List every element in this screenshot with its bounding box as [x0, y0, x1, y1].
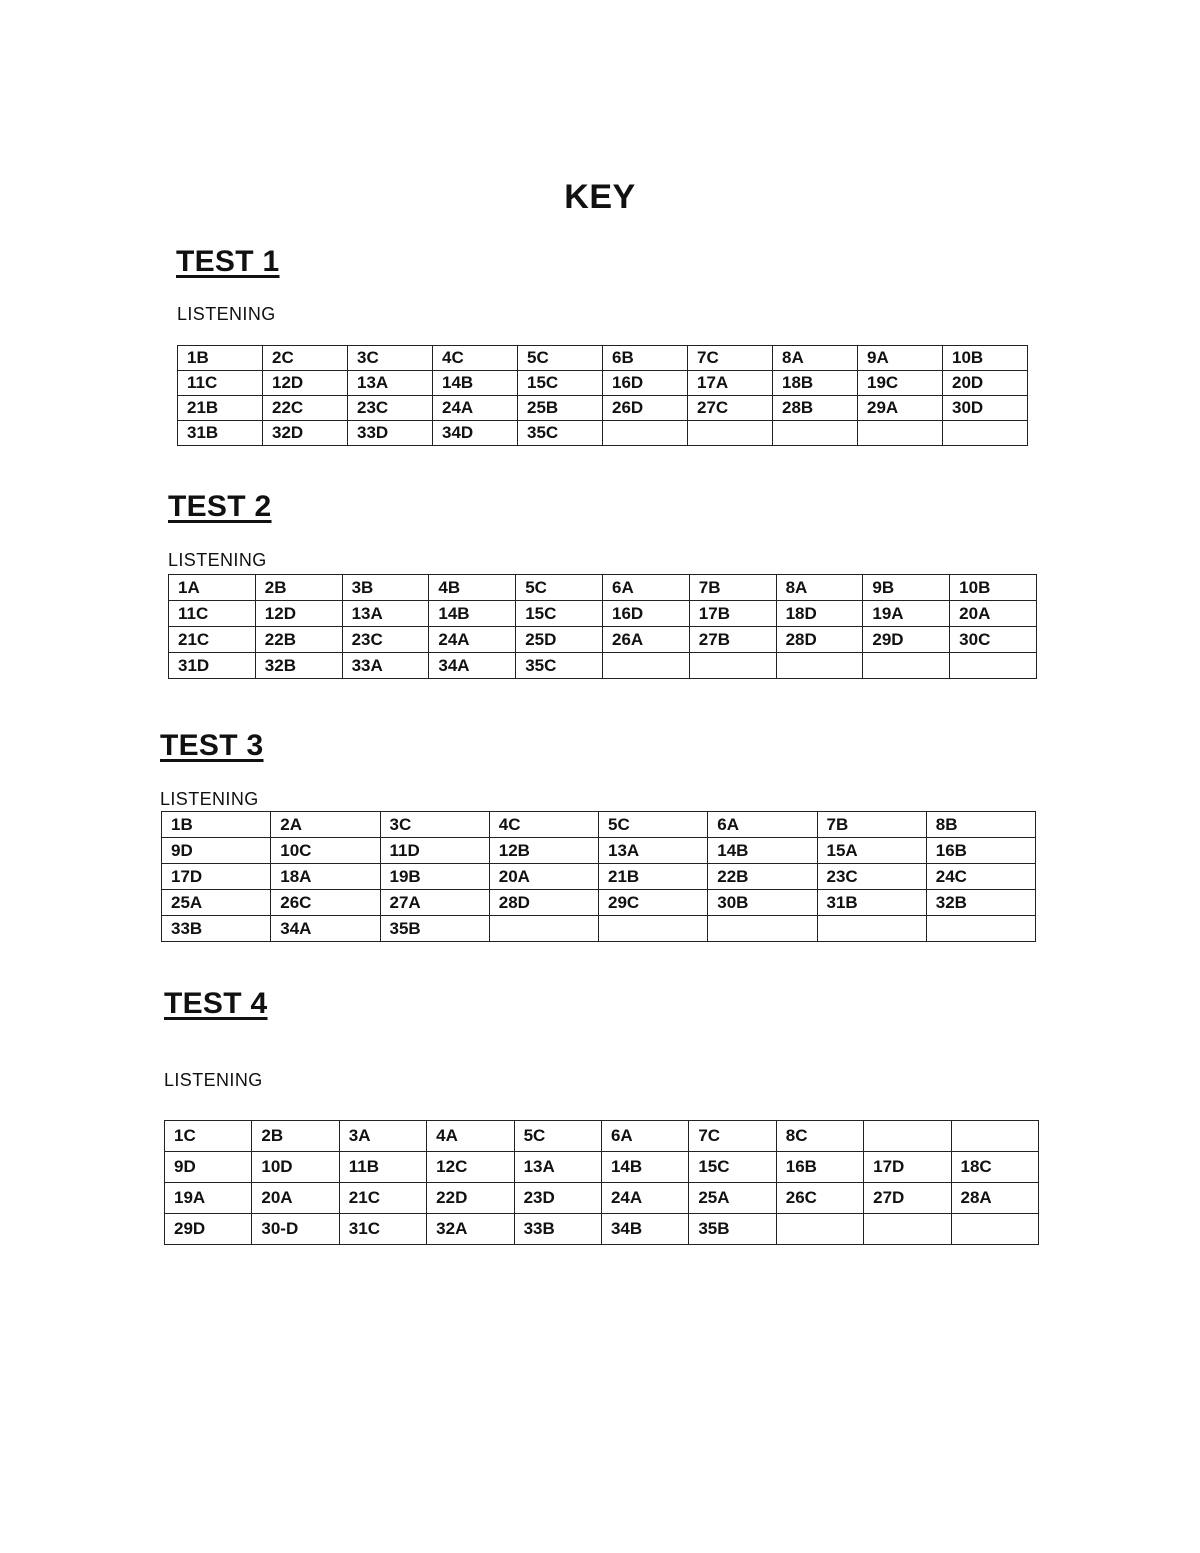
- table-row: [165, 1121, 1039, 1152]
- test-4-section-label: LISTENING: [164, 1070, 263, 1090]
- answer-cell: 32B: [255, 653, 342, 679]
- answer-cell: 24A: [601, 1183, 688, 1214]
- answer-cell: 18D: [776, 601, 863, 627]
- test-3-section-label: LISTENING: [160, 789, 259, 809]
- answer-cell: 25A: [689, 1183, 776, 1214]
- answer-cell: 12D: [255, 601, 342, 627]
- answer-cell: 20A: [489, 864, 598, 890]
- table-row: [169, 575, 1037, 601]
- answer-cell: 4C: [433, 346, 518, 371]
- answer-cell: 11D: [380, 838, 489, 864]
- answer-cell: 26C: [776, 1183, 863, 1214]
- answer-cell: 8A: [773, 346, 858, 371]
- answer-cell: 4C: [489, 812, 598, 838]
- answer-cell: 17D: [162, 864, 271, 890]
- answer-cell: 19A: [863, 601, 950, 627]
- answer-cell: 33D: [348, 421, 433, 446]
- answer-cell: [689, 653, 776, 679]
- answer-cell: 5C: [518, 346, 603, 371]
- answer-cell: 31C: [339, 1214, 426, 1245]
- answer-cell: 23C: [817, 864, 926, 890]
- answer-cell: 21B: [599, 864, 708, 890]
- answer-cell: 29A: [858, 396, 943, 421]
- answer-cell: 8B: [926, 812, 1035, 838]
- answer-cell: 6A: [602, 575, 689, 601]
- table-row: [169, 627, 1037, 653]
- answer-cell: 3C: [380, 812, 489, 838]
- answer-cell: 9D: [162, 838, 271, 864]
- answer-cell: 31B: [817, 890, 926, 916]
- answer-cell: 1B: [178, 346, 263, 371]
- answer-cell: 10C: [271, 838, 380, 864]
- answer-cell: 23D: [514, 1183, 601, 1214]
- answer-cell: 21C: [339, 1183, 426, 1214]
- answer-cell: 33A: [342, 653, 429, 679]
- test-4-heading: TEST 4: [164, 987, 268, 1020]
- answer-cell: 4A: [427, 1121, 514, 1152]
- answer-cell: 9B: [863, 575, 950, 601]
- answer-cell: 32A: [427, 1214, 514, 1245]
- answer-cell: 2B: [252, 1121, 339, 1152]
- answer-cell: 15A: [817, 838, 926, 864]
- answer-cell: 5C: [599, 812, 708, 838]
- answer-cell: 7B: [817, 812, 926, 838]
- test-1-answer-table: [177, 345, 1028, 446]
- table-row: [178, 371, 1028, 396]
- test-2-answer-table: [168, 574, 1037, 679]
- answer-cell: 21C: [169, 627, 256, 653]
- answer-cell: 34A: [429, 653, 516, 679]
- answer-cell: 1B: [162, 812, 271, 838]
- answer-cell: 25B: [518, 396, 603, 421]
- answer-cell: 3B: [342, 575, 429, 601]
- answer-cell: 16B: [776, 1152, 863, 1183]
- answer-cell: 12C: [427, 1152, 514, 1183]
- answer-cell: 8A: [776, 575, 863, 601]
- answer-cell: 7B: [689, 575, 776, 601]
- answer-cell: 5C: [516, 575, 603, 601]
- answer-cell: 29D: [863, 627, 950, 653]
- answer-cell: 15C: [516, 601, 603, 627]
- answer-cell: [599, 916, 708, 942]
- answer-cell: [943, 421, 1028, 446]
- table-row: [165, 1183, 1039, 1214]
- table-row: [162, 838, 1036, 864]
- answer-cell: 17A: [688, 371, 773, 396]
- answer-cell: 17B: [689, 601, 776, 627]
- answer-cell: 4B: [429, 575, 516, 601]
- answer-cell: 35C: [516, 653, 603, 679]
- answer-cell: [926, 916, 1035, 942]
- answer-cell: [776, 653, 863, 679]
- answer-cell: 28A: [951, 1183, 1038, 1214]
- answer-cell: 1A: [169, 575, 256, 601]
- answer-cell: 27C: [688, 396, 773, 421]
- answer-cell: 28B: [773, 396, 858, 421]
- answer-cell: [602, 653, 689, 679]
- answer-cell: 9A: [858, 346, 943, 371]
- answer-cell: 15C: [518, 371, 603, 396]
- answer-cell: [817, 916, 926, 942]
- test-1-section-label: LISTENING: [177, 304, 276, 324]
- table-row: [169, 601, 1037, 627]
- answer-cell: 28D: [776, 627, 863, 653]
- answer-cell: 14B: [433, 371, 518, 396]
- answer-cell: 33B: [162, 916, 271, 942]
- test-2-heading: TEST 2: [168, 490, 272, 523]
- table-row: [162, 812, 1036, 838]
- answer-cell: 34D: [433, 421, 518, 446]
- table-row: [178, 396, 1028, 421]
- test-2-section-label: LISTENING: [168, 550, 267, 570]
- answer-cell: 10B: [950, 575, 1037, 601]
- page-title: KEY: [564, 178, 636, 216]
- answer-cell: 12D: [263, 371, 348, 396]
- table-row: [169, 653, 1037, 679]
- answer-cell: 19B: [380, 864, 489, 890]
- answer-cell: 1C: [165, 1121, 252, 1152]
- table-row: [162, 864, 1036, 890]
- answer-cell: 2A: [271, 812, 380, 838]
- answer-cell: 13A: [599, 838, 708, 864]
- answer-cell: 31D: [169, 653, 256, 679]
- answer-cell: 6B: [603, 346, 688, 371]
- answer-cell: 18C: [951, 1152, 1038, 1183]
- answer-cell: 11C: [178, 371, 263, 396]
- answer-cell: 19A: [165, 1183, 252, 1214]
- test-3-answer-table: [161, 811, 1036, 942]
- answer-cell: 31B: [178, 421, 263, 446]
- answer-cell: 8C: [776, 1121, 863, 1152]
- answer-cell: 5C: [514, 1121, 601, 1152]
- answer-cell: 7C: [689, 1121, 776, 1152]
- answer-cell: 6A: [708, 812, 817, 838]
- answer-cell: [950, 653, 1037, 679]
- answer-cell: 27D: [864, 1183, 951, 1214]
- answer-cell: [708, 916, 817, 942]
- table-row: [178, 346, 1028, 371]
- table-row: [165, 1214, 1039, 1245]
- answer-cell: 24C: [926, 864, 1035, 890]
- answer-cell: 29D: [165, 1214, 252, 1245]
- answer-cell: 16D: [602, 601, 689, 627]
- answer-cell: 25D: [516, 627, 603, 653]
- answer-cell: 2C: [263, 346, 348, 371]
- answer-cell: 32D: [263, 421, 348, 446]
- answer-cell: 33B: [514, 1214, 601, 1245]
- test-1-heading: TEST 1: [176, 245, 280, 278]
- answer-cell: 30-D: [252, 1214, 339, 1245]
- answer-cell: 25A: [162, 890, 271, 916]
- answer-cell: [864, 1121, 951, 1152]
- answer-cell: 7C: [688, 346, 773, 371]
- answer-cell: 13A: [348, 371, 433, 396]
- answer-cell: 22B: [708, 864, 817, 890]
- answer-cell: 26A: [602, 627, 689, 653]
- answer-cell: 22B: [255, 627, 342, 653]
- answer-cell: 12B: [489, 838, 598, 864]
- answer-cell: 28D: [489, 890, 598, 916]
- answer-cell: 13A: [514, 1152, 601, 1183]
- answer-cell: 16B: [926, 838, 1035, 864]
- answer-cell: [489, 916, 598, 942]
- answer-cell: 13A: [342, 601, 429, 627]
- answer-cell: [603, 421, 688, 446]
- answer-cell: 34B: [601, 1214, 688, 1245]
- answer-cell: [688, 421, 773, 446]
- answer-cell: 27B: [689, 627, 776, 653]
- answer-cell: 29C: [599, 890, 708, 916]
- answer-cell: 21B: [178, 396, 263, 421]
- answer-cell: 34A: [271, 916, 380, 942]
- answer-cell: 14B: [708, 838, 817, 864]
- answer-cell: 23C: [348, 396, 433, 421]
- answer-cell: 35C: [518, 421, 603, 446]
- test-4-answer-table: [164, 1120, 1039, 1245]
- answer-cell: 35B: [689, 1214, 776, 1245]
- answer-cell: 16D: [603, 371, 688, 396]
- answer-cell: 20A: [252, 1183, 339, 1214]
- table-row: [165, 1152, 1039, 1183]
- answer-cell: 22D: [427, 1183, 514, 1214]
- table-row: [162, 916, 1036, 942]
- answer-cell: 32B: [926, 890, 1035, 916]
- answer-cell: 30D: [943, 396, 1028, 421]
- answer-cell: 20D: [943, 371, 1028, 396]
- answer-cell: 14B: [601, 1152, 688, 1183]
- answer-cell: 18B: [773, 371, 858, 396]
- answer-cell: [863, 653, 950, 679]
- answer-cell: 22C: [263, 396, 348, 421]
- answer-cell: 6A: [601, 1121, 688, 1152]
- answer-cell: [858, 421, 943, 446]
- answer-cell: 24A: [433, 396, 518, 421]
- test-3-heading: TEST 3: [160, 729, 264, 762]
- answer-cell: 10D: [252, 1152, 339, 1183]
- answer-cell: 30C: [950, 627, 1037, 653]
- answer-cell: 30B: [708, 890, 817, 916]
- answer-cell: 3A: [339, 1121, 426, 1152]
- answer-cell: [951, 1214, 1038, 1245]
- answer-cell: 11C: [169, 601, 256, 627]
- answer-cell: 18A: [271, 864, 380, 890]
- answer-cell: 24A: [429, 627, 516, 653]
- table-row: [178, 421, 1028, 446]
- answer-cell: [951, 1121, 1038, 1152]
- answer-cell: 10B: [943, 346, 1028, 371]
- answer-cell: [864, 1214, 951, 1245]
- answer-cell: 2B: [255, 575, 342, 601]
- answer-cell: 17D: [864, 1152, 951, 1183]
- answer-cell: 26C: [271, 890, 380, 916]
- table-row: [162, 890, 1036, 916]
- answer-cell: 27A: [380, 890, 489, 916]
- answer-cell: 15C: [689, 1152, 776, 1183]
- answer-cell: 9D: [165, 1152, 252, 1183]
- answer-cell: [773, 421, 858, 446]
- answer-cell: 3C: [348, 346, 433, 371]
- answer-cell: 14B: [429, 601, 516, 627]
- answer-cell: 11B: [339, 1152, 426, 1183]
- answer-cell: 23C: [342, 627, 429, 653]
- answer-cell: 35B: [380, 916, 489, 942]
- answer-cell: [776, 1214, 863, 1245]
- answer-cell: 20A: [950, 601, 1037, 627]
- answer-cell: 26D: [603, 396, 688, 421]
- answer-cell: 19C: [858, 371, 943, 396]
